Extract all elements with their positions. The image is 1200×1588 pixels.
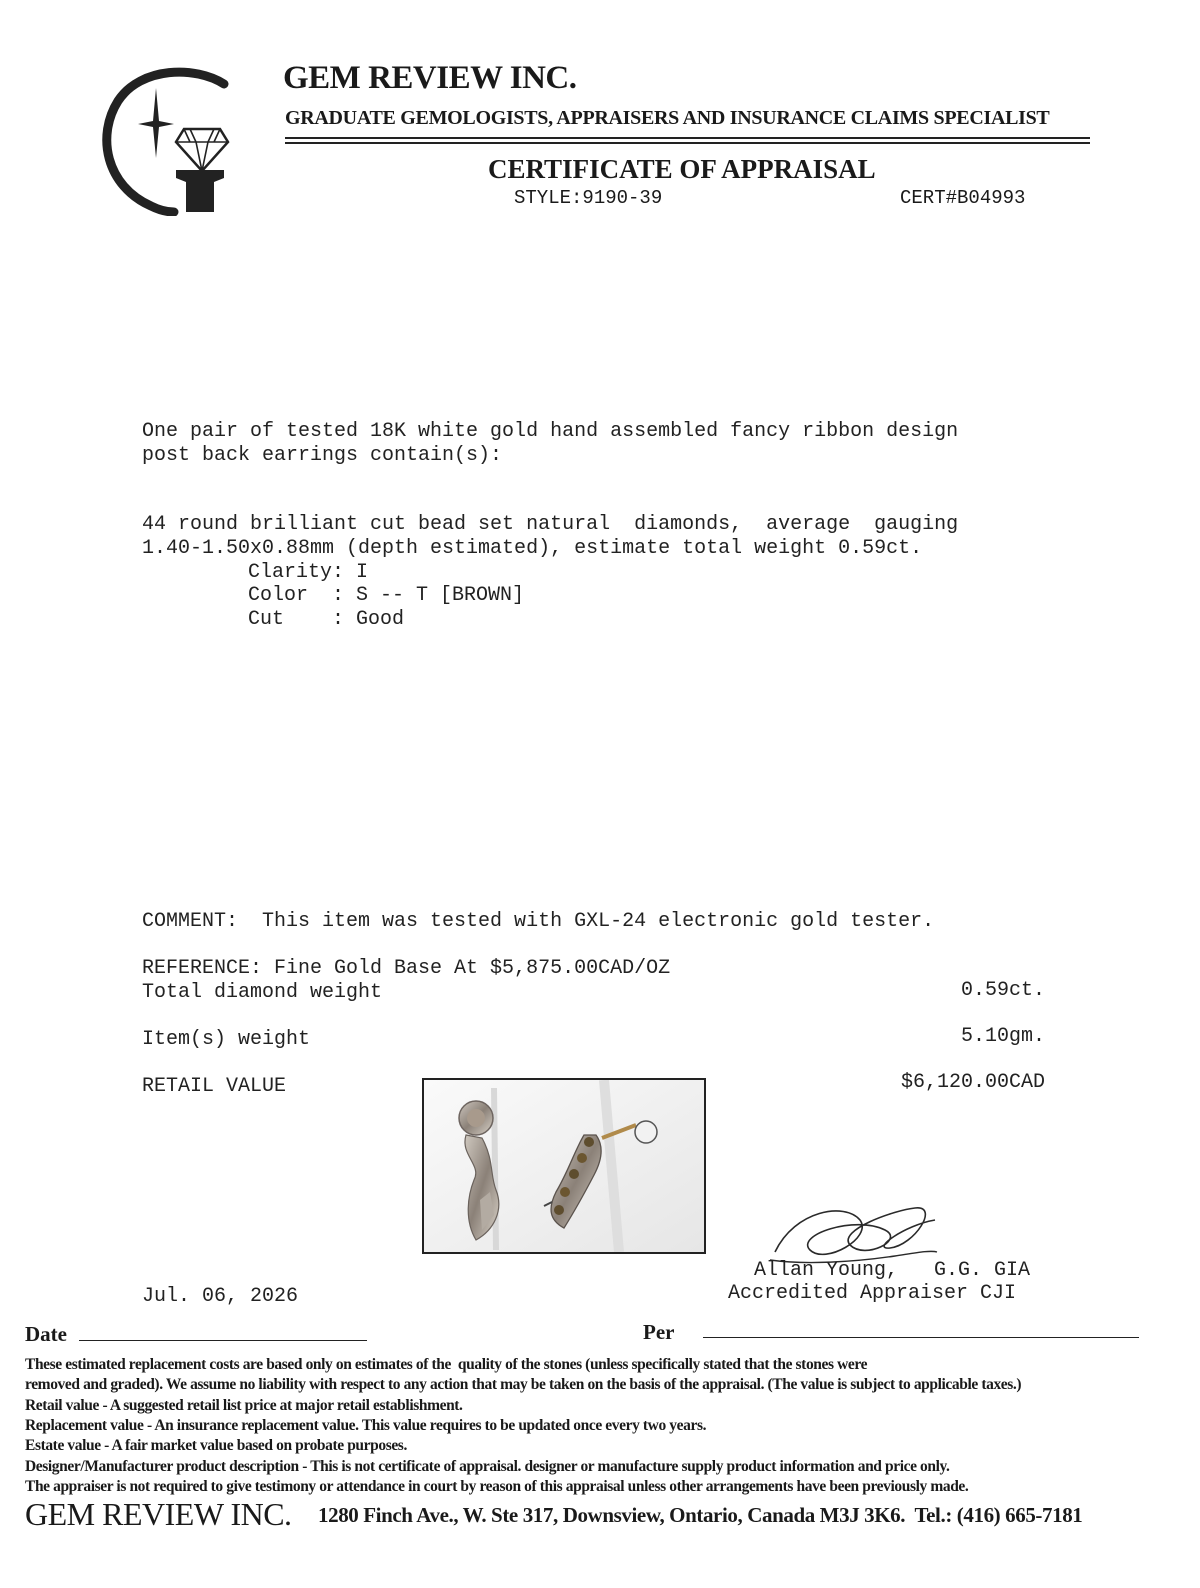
disclaimer-line: These estimated replacement costs are based only on estimates of the quality of the stones (unless specifically stated that the stones were (25, 1356, 868, 1373)
item-description-line2: post back earrings contain(s): (142, 444, 503, 467)
retail-value-amount: $6,120.00CAD (900, 1071, 1045, 1094)
retail-value-label: RETAIL VALUE (142, 1075, 287, 1098)
company-tagline: GRADUATE GEMOLOGISTS, APPRAISERS AND INSURANCE CLAIMS SPECIALIST (285, 107, 1050, 129)
date-line (79, 1340, 367, 1341)
certificate-number: CERT#B04993 (900, 187, 1026, 209)
comment: COMMENT: This item was tested with GXL-24 electronic gold tester. (142, 910, 935, 933)
disclaimer-line: Retail value - A suggested retail list price at major retail establishment. (25, 1397, 463, 1414)
item-description-line1: One pair of tested 18K white gold hand assembled fancy ribbon design (142, 420, 959, 443)
diamond-weight-label: Total diamond weight (142, 981, 383, 1004)
date-label: Date (25, 1322, 67, 1346)
diamond-color: Color : S -- T [BROWN] (248, 584, 525, 607)
style-number: STYLE:9190-39 (514, 187, 663, 209)
item-weight-value: 5.10gm. (960, 1025, 1045, 1048)
company-name: GEM REVIEW INC. (283, 60, 577, 96)
per-line (703, 1337, 1139, 1338)
disclaimer-line: Estate value - A fair market value based on probate purposes. (25, 1437, 407, 1454)
diamond-weight-value: 0.59ct. (960, 979, 1045, 1002)
footer-company-name: GEM REVIEW INC. (25, 1496, 292, 1532)
header-rule-bottom (285, 142, 1090, 144)
disclaimer-line: The appraiser is not required to give testimony or attendance in court by reason of this appraisal unless other arrangements have been previously made. (25, 1478, 969, 1495)
appraisal-date: Jul. 06, 2026 (142, 1285, 299, 1308)
footer-address: 1280 Finch Ave., W. Ste 317, Downsview, Ontario, Canada M3J 3K6. Tel.: (416) 665-7181 (318, 1503, 1083, 1527)
disclaimer-line: Designer/Manufacturer product description - This is not certificate of appraisal. designer or manufacture supply product information and price only. (25, 1458, 950, 1475)
diamond-cut: Cut : Good (248, 608, 405, 631)
earrings-photo (422, 1078, 706, 1254)
item-weight-label: Item(s) weight (142, 1028, 311, 1051)
appraiser-title: Accredited Appraiser CJI (728, 1282, 1017, 1305)
reference: REFERENCE: Fine Gold Base At $5,875.00CAD/OZ (142, 957, 671, 980)
diamond-description-line1: 44 round brilliant cut bead set natural diamonds, average gauging (142, 513, 959, 536)
certificate-title: CERTIFICATE OF APPRAISAL (488, 154, 876, 184)
diamond-clarity: Clarity: I (248, 561, 369, 584)
disclaimer-line: removed and graded). We assume no liability with respect to any action that may be taken on the basis of the appraisal. (The value is subject to applicable taxes.) (25, 1376, 1022, 1393)
disclaimer-line: Replacement value - An insurance replacement value. This value requires to be updated once every two years. (25, 1417, 707, 1434)
gem-review-logo-icon (96, 66, 236, 216)
per-label: Per (643, 1320, 675, 1344)
header-rule-top (285, 137, 1090, 139)
appraiser-name: Allan Young, G.G. GIA (754, 1259, 1031, 1282)
diamond-description-line2: 1.40-1.50x0.88mm (depth estimated), estimate total weight 0.59ct. (142, 537, 923, 560)
